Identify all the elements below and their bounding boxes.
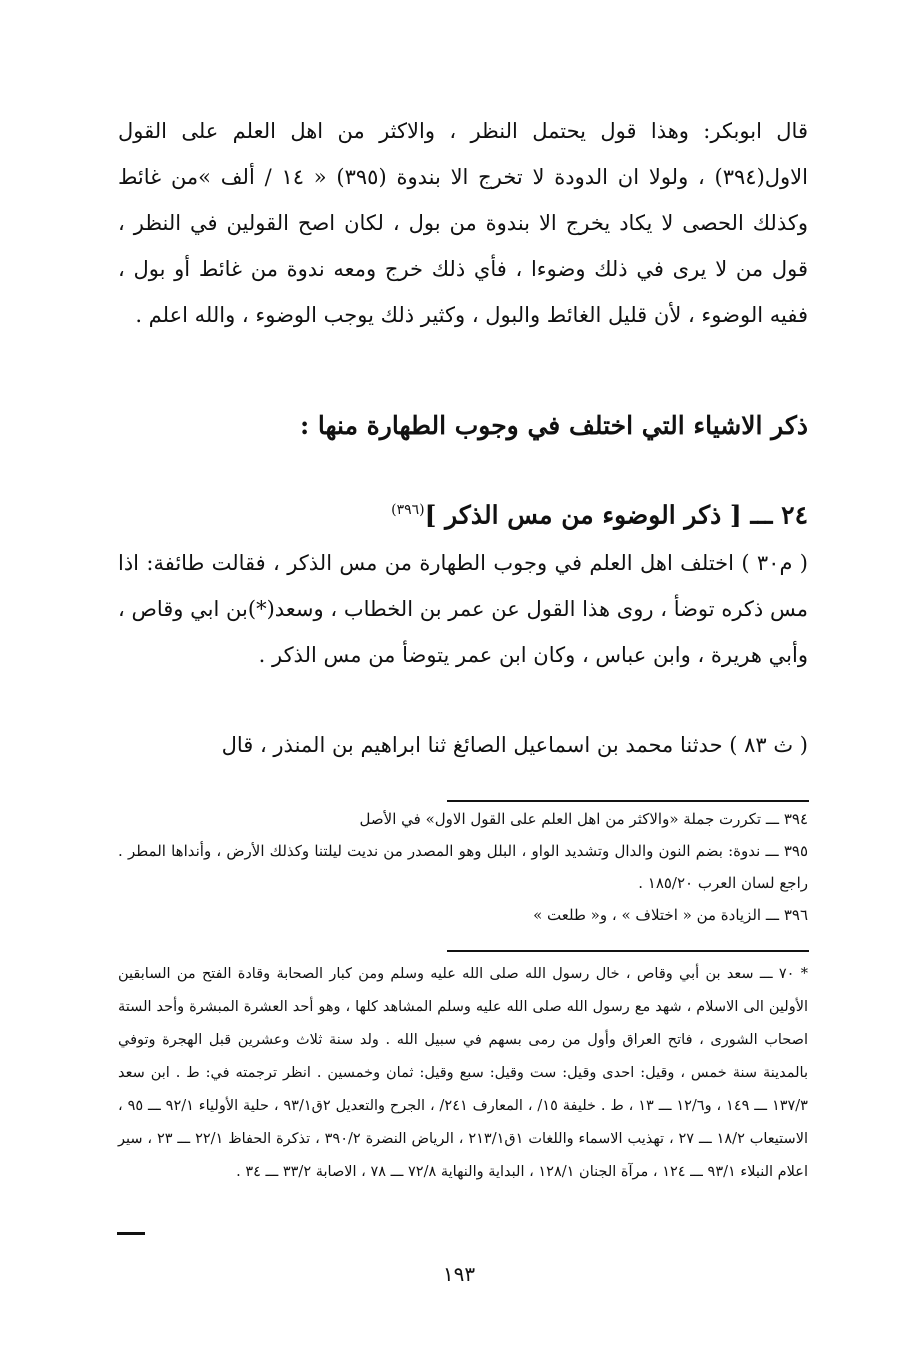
footnote-395: ٣٩٥ ـــ ندوة: بضم النون والدال وتشديد الواو ، البلل وهو المصدر من نديت ليلتنا وكذلك الأرض ، وأنداها المطر . راجع لسان العرب ١٨٥/٢٠ .	[118, 842, 808, 892]
footnote-divider	[447, 800, 809, 802]
paragraph-m30: ( م٣٠ ) اختلف اهل العلم في وجوب الطهارة من مس الذكر ، فقالت طائفة: اذا مس ذكره توضأ ، روى هذا القول عن عمر بن الخطاب ، وسعد(*)بن ابي وقاص ، وأبي هريرة ، وابن عباس ، وكان ابن عمر يتوضأ من مس الذكر .	[118, 551, 808, 667]
chapter-heading: ذكر الاشياء التي اختلف في وجوب الطهارة منها :	[299, 411, 808, 440]
footnote-396: ٣٩٦ ـــ الزيادة من « اختلاف » ، و« طلعت »	[533, 906, 808, 924]
continuation-mark	[117, 1232, 145, 1235]
section-title-text: ٢٤ ـــ [ ذكر الوضوء من مس الذكر ]	[424, 500, 808, 530]
section-footnote-ref: (٣٩٦)	[391, 502, 425, 518]
page-number: ١٩٣	[442, 1262, 476, 1286]
section-title	[118, 488, 808, 537]
paragraph-t83: ( ث ٨٣ ) حدثنا محمد بن اسماعيل الصائغ ثنا ابراهيم بن المنذر ، قال	[221, 733, 808, 757]
bio-divider	[447, 950, 809, 952]
footnotes	[118, 803, 808, 931]
biography-note: * ٧٠ ـــ سعد بن أبي وقاص ، خال رسول الله صلى الله عليه وسلم ومن كبار الصحابة وقادة الفتح من السابقين الأولين الى الاسلام ، شهد مع رسول الله صلى الله عليه وسلم المشاهد كلها ، وهو أحد العشرة المبشرة وأحد الستة اصحاب الشورى ، فاتح العراق وأول من رمى بسهم في سبيل الله . ولد سنة ثلاث وعشرين قبل الهجرة وتوفي بالمدينة سنة خمس ، وقيل: احدى وقيل: ست وقيل: سبع وقيل: ثمان وخمسين . انظر ترجمته في: ط . ابن سعد ١٣٧/٣ ـــ ١٤٩ ، و١٢/٦ ـــ ١٣ ، ط . خليفة ١٥/ ، المعارف ٢٤١/ ، الجرح والتعديل ٢ق٩٣/١ ، حلية الأولياء ٩٢/١ ـــ ٩٥ ، الاستيعاب ١٨/٢ ـــ ٢٧ ، تهذيب الاسماء واللغات ١ق٢١٣/١ ، الرياض النضرة ٣٩٠/٢ ، تذكرة الحفاظ ٢٢/١ ـــ ٢٣ ، سير اعلام النبلاء ٩٣/١ ـــ ١٢٤ ، مرآة الجنان ١٢٨/١ ، البداية والنهاية ٧٢/٨ ـــ ٧٨ ، الاصابة ٣٣/٢ ـــ ٣٤ .	[118, 966, 809, 1180]
footnote-394: ٣٩٤ ـــ تكررت جملة «والاكثر من اهل العلم على القول الاول» في الأصل	[359, 810, 808, 828]
main-paragraph: قال ابوبكر: وهذا قول يحتمل النظر ، والاكثر من اهل العلم على القول الاول(٣٩٤) ، ولولا ان الدودة لا تخرج الا بندوة (٣٩٥) « ١٤ / ألف »من غائط وكذلك الحصى لا يكاد يخرج الا بندوة من بول ، لكان اصح القولين في النظر ، قول من لا يرى في ذلك وضوءا ، فأي ذلك خرج ومعه ندوة من غائط أو بول ، ففيه الوضوء ، لأن قليل الغائط والبول ، وكثير ذلك يوجب الوضوء ، والله اعلم .	[118, 119, 808, 327]
